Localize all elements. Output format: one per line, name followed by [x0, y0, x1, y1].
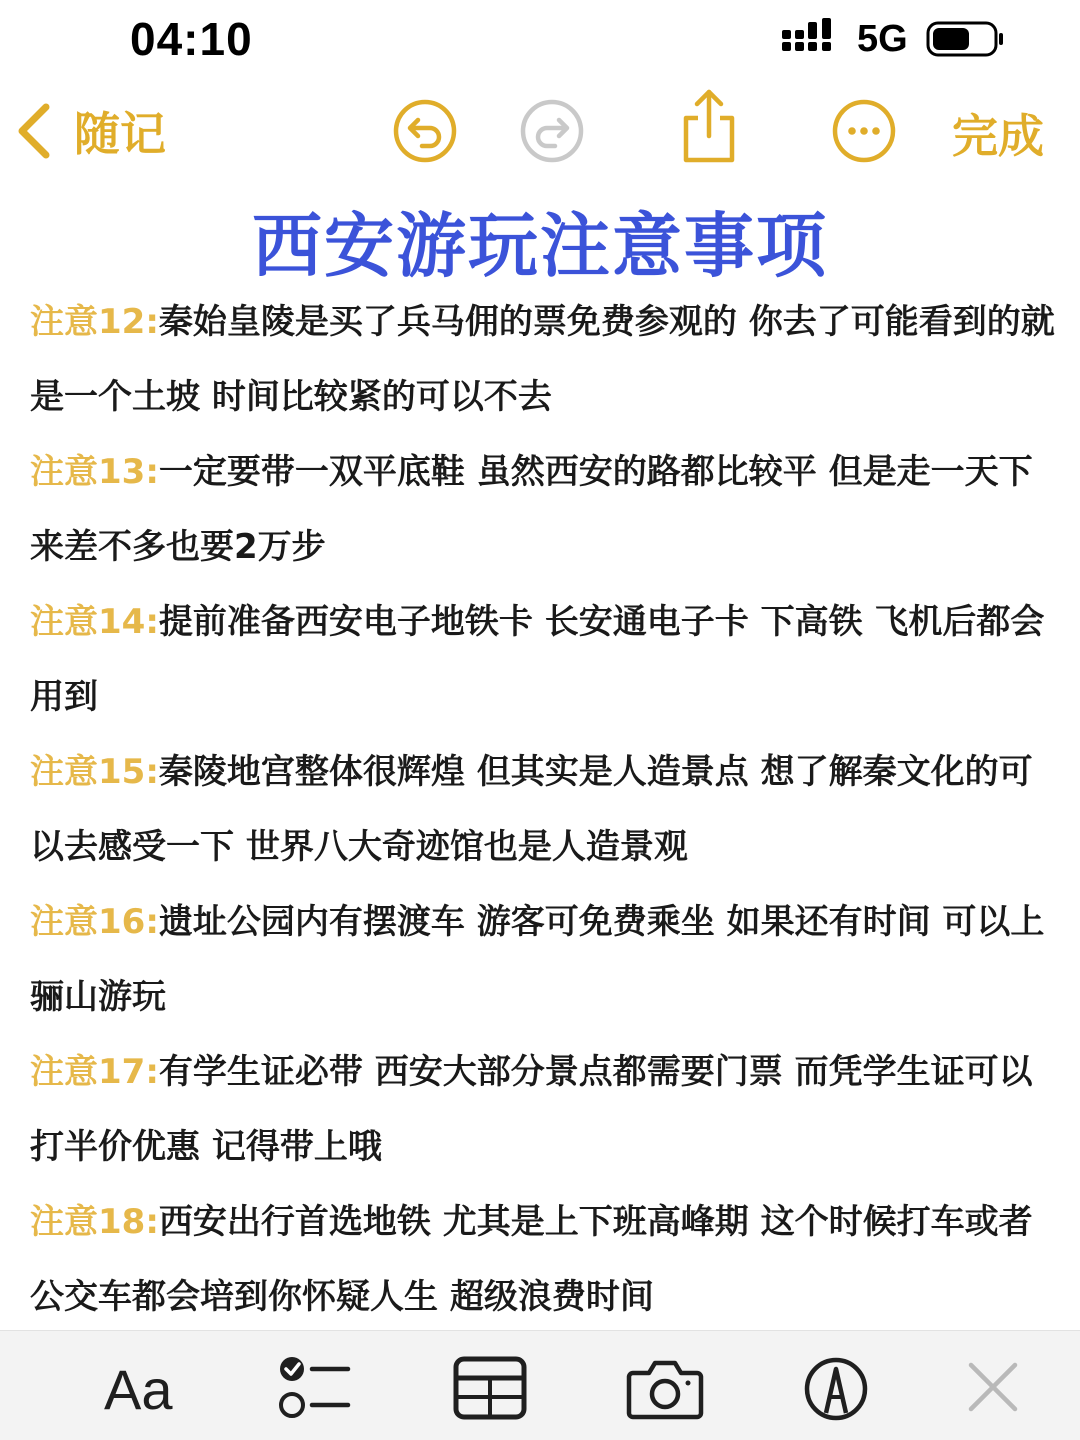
checklist-icon[interactable]: [276, 1353, 356, 1425]
share-icon[interactable]: [676, 88, 742, 164]
note-item[interactable]: [30, 435, 1060, 585]
note-item[interactable]: [30, 885, 1060, 1035]
note-item[interactable]: [30, 735, 1060, 885]
note-item-prefix: 注意14:: [30, 602, 159, 642]
note-item-text: 提前准备西安电子地铁卡 长安通电子卡 下高铁 飞机后都会用到: [30, 602, 1045, 717]
status-time: 04:10: [130, 13, 253, 65]
note-item-text: 一定要带一双平底鞋 虽然西安的路都比较平 但是走一天下来差不多也要2万步: [30, 452, 1033, 567]
camera-icon[interactable]: [625, 1353, 705, 1425]
back-label: 随记: [74, 107, 166, 161]
note-item-prefix: 注意18:: [30, 1202, 159, 1242]
note-item[interactable]: [30, 585, 1060, 735]
note-item-text: 遗址公园内有摆渡车 游客可免费乘坐 如果还有时间 可以上骊山游玩: [30, 902, 1045, 1017]
note-item-text: 秦始皇陵是买了兵马佣的票免费参观的 你去了可能看到的就是一个土坡 时间比较紧的可以不去: [30, 302, 1055, 417]
markup-pen-icon[interactable]: [800, 1353, 880, 1425]
note-item-prefix: 注意12:: [30, 302, 159, 342]
close-icon[interactable]: [955, 1353, 1035, 1425]
note-title[interactable]: 西安游玩注意事项: [252, 205, 828, 287]
done-button[interactable]: 完成: [952, 109, 1044, 163]
navigation-bar: [0, 88, 1080, 172]
note-item-text: 西安出行首选地铁 尤其是上下班高峰期 这个时候打车或者公交车都会培到你怀疑人生 超级浪费时间: [30, 1202, 1033, 1317]
keyboard-toolbar: [0, 1330, 1080, 1440]
signal-bars-icon: [782, 18, 840, 58]
status-bar: [0, 0, 1080, 80]
back-button[interactable]: [14, 96, 166, 166]
note-item-prefix: 注意13:: [30, 452, 159, 492]
note-item[interactable]: [30, 1035, 1060, 1185]
battery-icon: [926, 20, 1006, 58]
text-format-icon[interactable]: Aa: [104, 1358, 173, 1421]
note-item[interactable]: [30, 1185, 1060, 1335]
note-body[interactable]: [30, 285, 1060, 1335]
redo-icon[interactable]: [519, 98, 585, 164]
note-item-prefix: 注意16:: [30, 902, 159, 942]
note-item-text: 有学生证必带 西安大部分景点都需要门票 而凭学生证可以打半价优惠 记得带上哦: [30, 1052, 1033, 1167]
network-type: 5G: [857, 18, 908, 60]
undo-icon[interactable]: [392, 98, 458, 164]
more-icon[interactable]: [831, 98, 897, 164]
note-item[interactable]: [30, 285, 1060, 435]
chevron-left-icon: [14, 103, 54, 159]
note-item-text: 秦陵地宫整体很辉煌 但其实是人造景点 想了解秦文化的可以去感受一下 世界八大奇迹馆也是人造景观: [30, 752, 1033, 867]
table-icon[interactable]: [450, 1353, 530, 1425]
note-item-prefix: 注意15:: [30, 752, 159, 792]
note-item-prefix: 注意17:: [30, 1052, 159, 1092]
